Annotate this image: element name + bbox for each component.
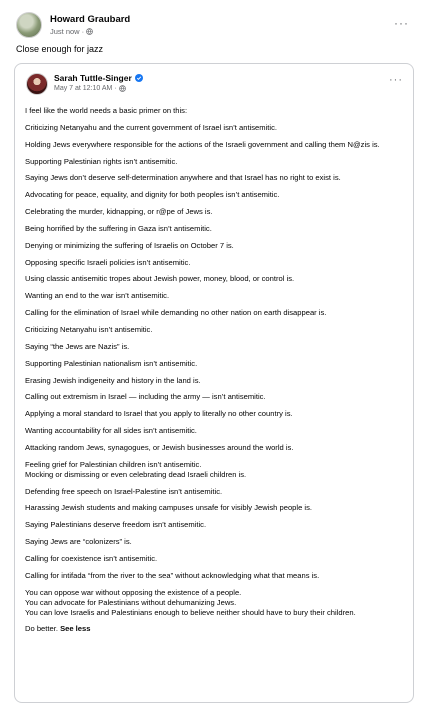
post-caption: Close enough for jazz [16,44,104,54]
paragraph: Saying “the Jews are Nazis” is. [25,341,130,351]
paragraph: Wanting accountability for all sides isn’t antisemitic. [25,426,197,436]
paragraph: Attacking random Jews, synagogues, or Jewish businesses around the world is. [25,442,294,452]
post-timestamp[interactable]: Just now [50,27,80,36]
paragraph: Advocating for peace, equality, and dignity for both peoples isn’t antisemitic. [25,190,280,200]
globe-icon [119,85,126,92]
avatar[interactable] [16,12,42,38]
paragraph: Harassing Jewish students and making campuses unsafe for visibly Jewish people is. [25,503,313,513]
paragraph: Saying Palestinians deserve freedom isn’t antisemitic. [25,520,207,530]
paragraph: I feel like the world needs a basic primer on this: [25,106,188,115]
paragraph: Holding Jews everywhere responsible for the actions of the Israeli government and calling them N@zis is. [25,139,380,149]
paragraph: Opposing specific Israeli policies isn’t antisemitic. [25,257,191,267]
paragraph: Wanting an end to the war isn’t antisemitic. [25,291,170,301]
more-options-button[interactable]: ··· [394,16,409,30]
paragraph: Feeling grief for Palestinian children isn’t antisemitic. [25,459,202,469]
paragraph: You can oppose war without opposing the existence of a people. [25,587,242,597]
paragraph: Criticizing Netanyahu and the current government of Israel isn’t antisemitic. [25,122,277,132]
paragraph: Supporting Palestinian nationalism isn’t antisemitic. [25,358,198,368]
paragraph: Supporting Palestinian rights isn’t antisemitic. [25,156,178,166]
shared-author-row [54,73,143,83]
globe-icon [86,28,93,35]
closing-line [25,624,409,634]
paragraph: Saying Jews don’t deserve self-determination anywhere and that Israel has no right to exist is. [25,173,341,183]
paragraph: Mocking or dismissing or even celebrating dead Israeli children is. [25,469,247,479]
shared-author[interactable]: Sarah Tuttle-Singer [54,73,132,83]
shared-post[interactable] [14,63,414,703]
paragraph: Celebrating the murder, kidnapping, or r@pe of Jews is. [25,207,213,217]
paragraph: You can love Israelis and Palestinians enough to believe neither should have to bury their children. [25,607,356,617]
paragraph: Defending free speech on Israel-Palestine isn’t antisemitic. [25,486,223,496]
post-author[interactable]: Howard Graubard [50,14,131,25]
verified-badge-icon [135,74,143,82]
shared-timestamp[interactable]: May 7 at 12:10 AM [54,85,113,92]
shared-meta: May 7 at 12:10 AM · [54,85,126,92]
avatar[interactable] [26,73,48,95]
paragraph: Criticizing Netanyahu isn’t antisemitic. [25,324,153,334]
post-header [16,12,417,40]
paragraph: Calling for coexistence isn’t antisemitic. [25,553,158,563]
shared-post-body [25,106,409,641]
paragraph: Denying or minimizing the suffering of Israelis on October 7 is. [25,240,234,250]
paragraph: You can advocate for Palestinians without dehumanizing Jews. [25,597,237,607]
paragraph: Calling for the elimination of Israel while demanding no other nation on earth disappear is. [25,308,327,318]
post-meta: Just now · [50,27,93,36]
see-less-link[interactable]: See less [60,624,91,634]
paragraph: Applying a moral standard to Israel that you apply to literally no other country is. [25,409,293,419]
paragraph: Saying Jews are “colonizers” is. [25,537,132,547]
paragraph: Do better. [25,624,58,634]
shared-more-options-button[interactable]: ··· [389,74,403,86]
paragraph: Using classic antisemitic tropes about Jewish power, money, blood, or control is. [25,274,295,284]
paragraph: Calling for intifada “from the river to the sea” without acknowledging what that means is. [25,570,320,580]
paragraph: Calling out extremism in Israel — including the army — isn’t antisemitic. [25,392,266,402]
paragraph: Erasing Jewish indigeneity and history in the land is. [25,375,201,385]
paragraph: Being horrified by the suffering in Gaza isn’t antisemitic. [25,223,212,233]
